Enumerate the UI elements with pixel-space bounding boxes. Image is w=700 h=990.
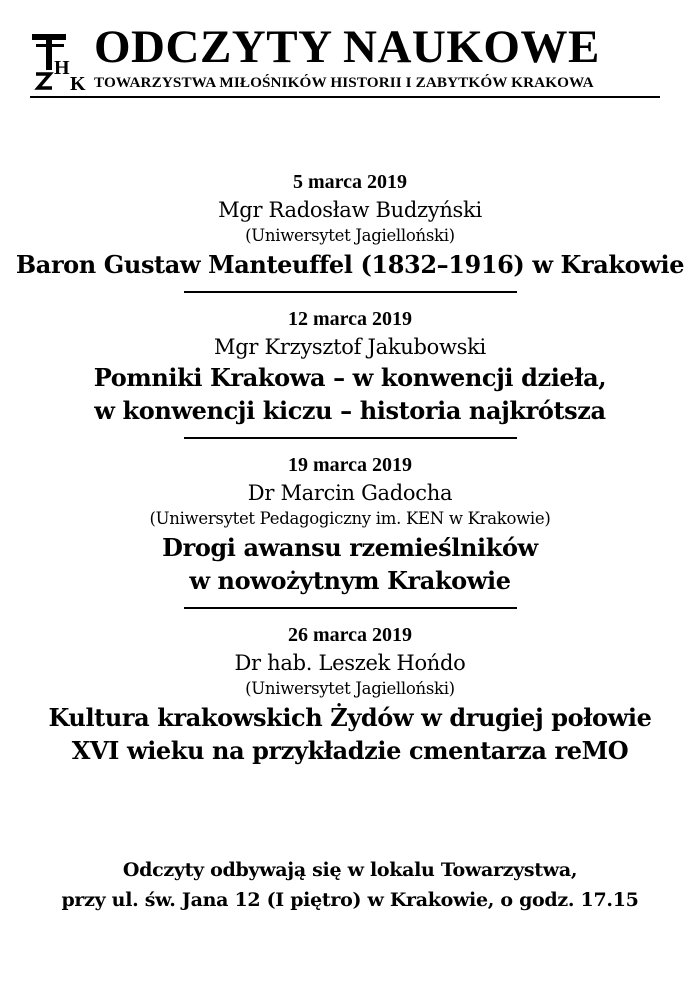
lecture-date: 12 marca 2019 [287, 308, 413, 330]
lecture-speaker: Dr hab. Leszek Hońdo [234, 651, 466, 675]
lecture-date: 19 marca 2019 [287, 454, 413, 476]
svg-text:H: H [54, 57, 70, 79]
lecture-divider [184, 437, 517, 439]
lecture-item [0, 305, 700, 427]
page-subtitle: TOWARZYSTWA MIŁOŚNIKÓW HISTORII I ZABYTKÓW KRAKOWA [94, 74, 594, 91]
lecture-divider [184, 291, 517, 293]
lecture-topic-line-2: w konwencji kiczu – historia najkrótsza [94, 396, 606, 425]
lecture-item [0, 451, 700, 597]
lecture-topic-line-1: Pomniki Krakowa – w konwencji dzieła, [93, 363, 607, 392]
header-divider [30, 96, 660, 98]
venue-note-line-1: Odczyty odbywają się w lokalu Towarzystwa, [122, 859, 578, 881]
lecture-speaker: Mgr Krzysztof Jakubowski [214, 335, 486, 359]
venue-note-line-2: przy ul. św. Jana 12 (I piętro) w Krakowie, o godz. 17.15 [61, 889, 639, 911]
lecture-date: 26 marca 2019 [287, 624, 413, 646]
society-logo [30, 30, 88, 92]
lecture-affiliation: (Uniwersytet Pedagogiczny im. KEN w Krakowie) [149, 509, 551, 528]
lecture-topic-line-1: Drogi awansu rzemieślników [162, 533, 538, 562]
svg-text:K: K [70, 73, 86, 92]
lecture-item [0, 621, 700, 767]
lecture-affiliation: (Uniwersytet Jagielloński) [245, 679, 455, 698]
header [30, 21, 660, 98]
lecture-topic-line-1: Kultura krakowskich Żydów w drugiej połowie [48, 703, 652, 732]
lecture-speaker: Dr Marcin Gadocha [247, 481, 453, 505]
lecture-list [0, 168, 700, 767]
lecture-topic-line-2: XVI wieku na przykładzie cmentarza reMO [71, 736, 629, 765]
lecture-date: 5 marca 2019 [292, 171, 408, 193]
lecture-topic: Baron Gustaw Manteuffel (1832–1916) w Krakowie [15, 250, 685, 279]
lecture-item [0, 168, 700, 281]
lecture-affiliation: (Uniwersytet Jagielloński) [245, 226, 455, 245]
venue-note [0, 855, 700, 915]
lecture-speaker: Mgr Radosław Budzyński [218, 198, 482, 222]
lecture-divider [184, 607, 517, 609]
page-title: ODCZYTY NAUKOWE [94, 21, 600, 73]
lecture-topic-line-2: w nowożytnym Krakowie [189, 566, 511, 595]
